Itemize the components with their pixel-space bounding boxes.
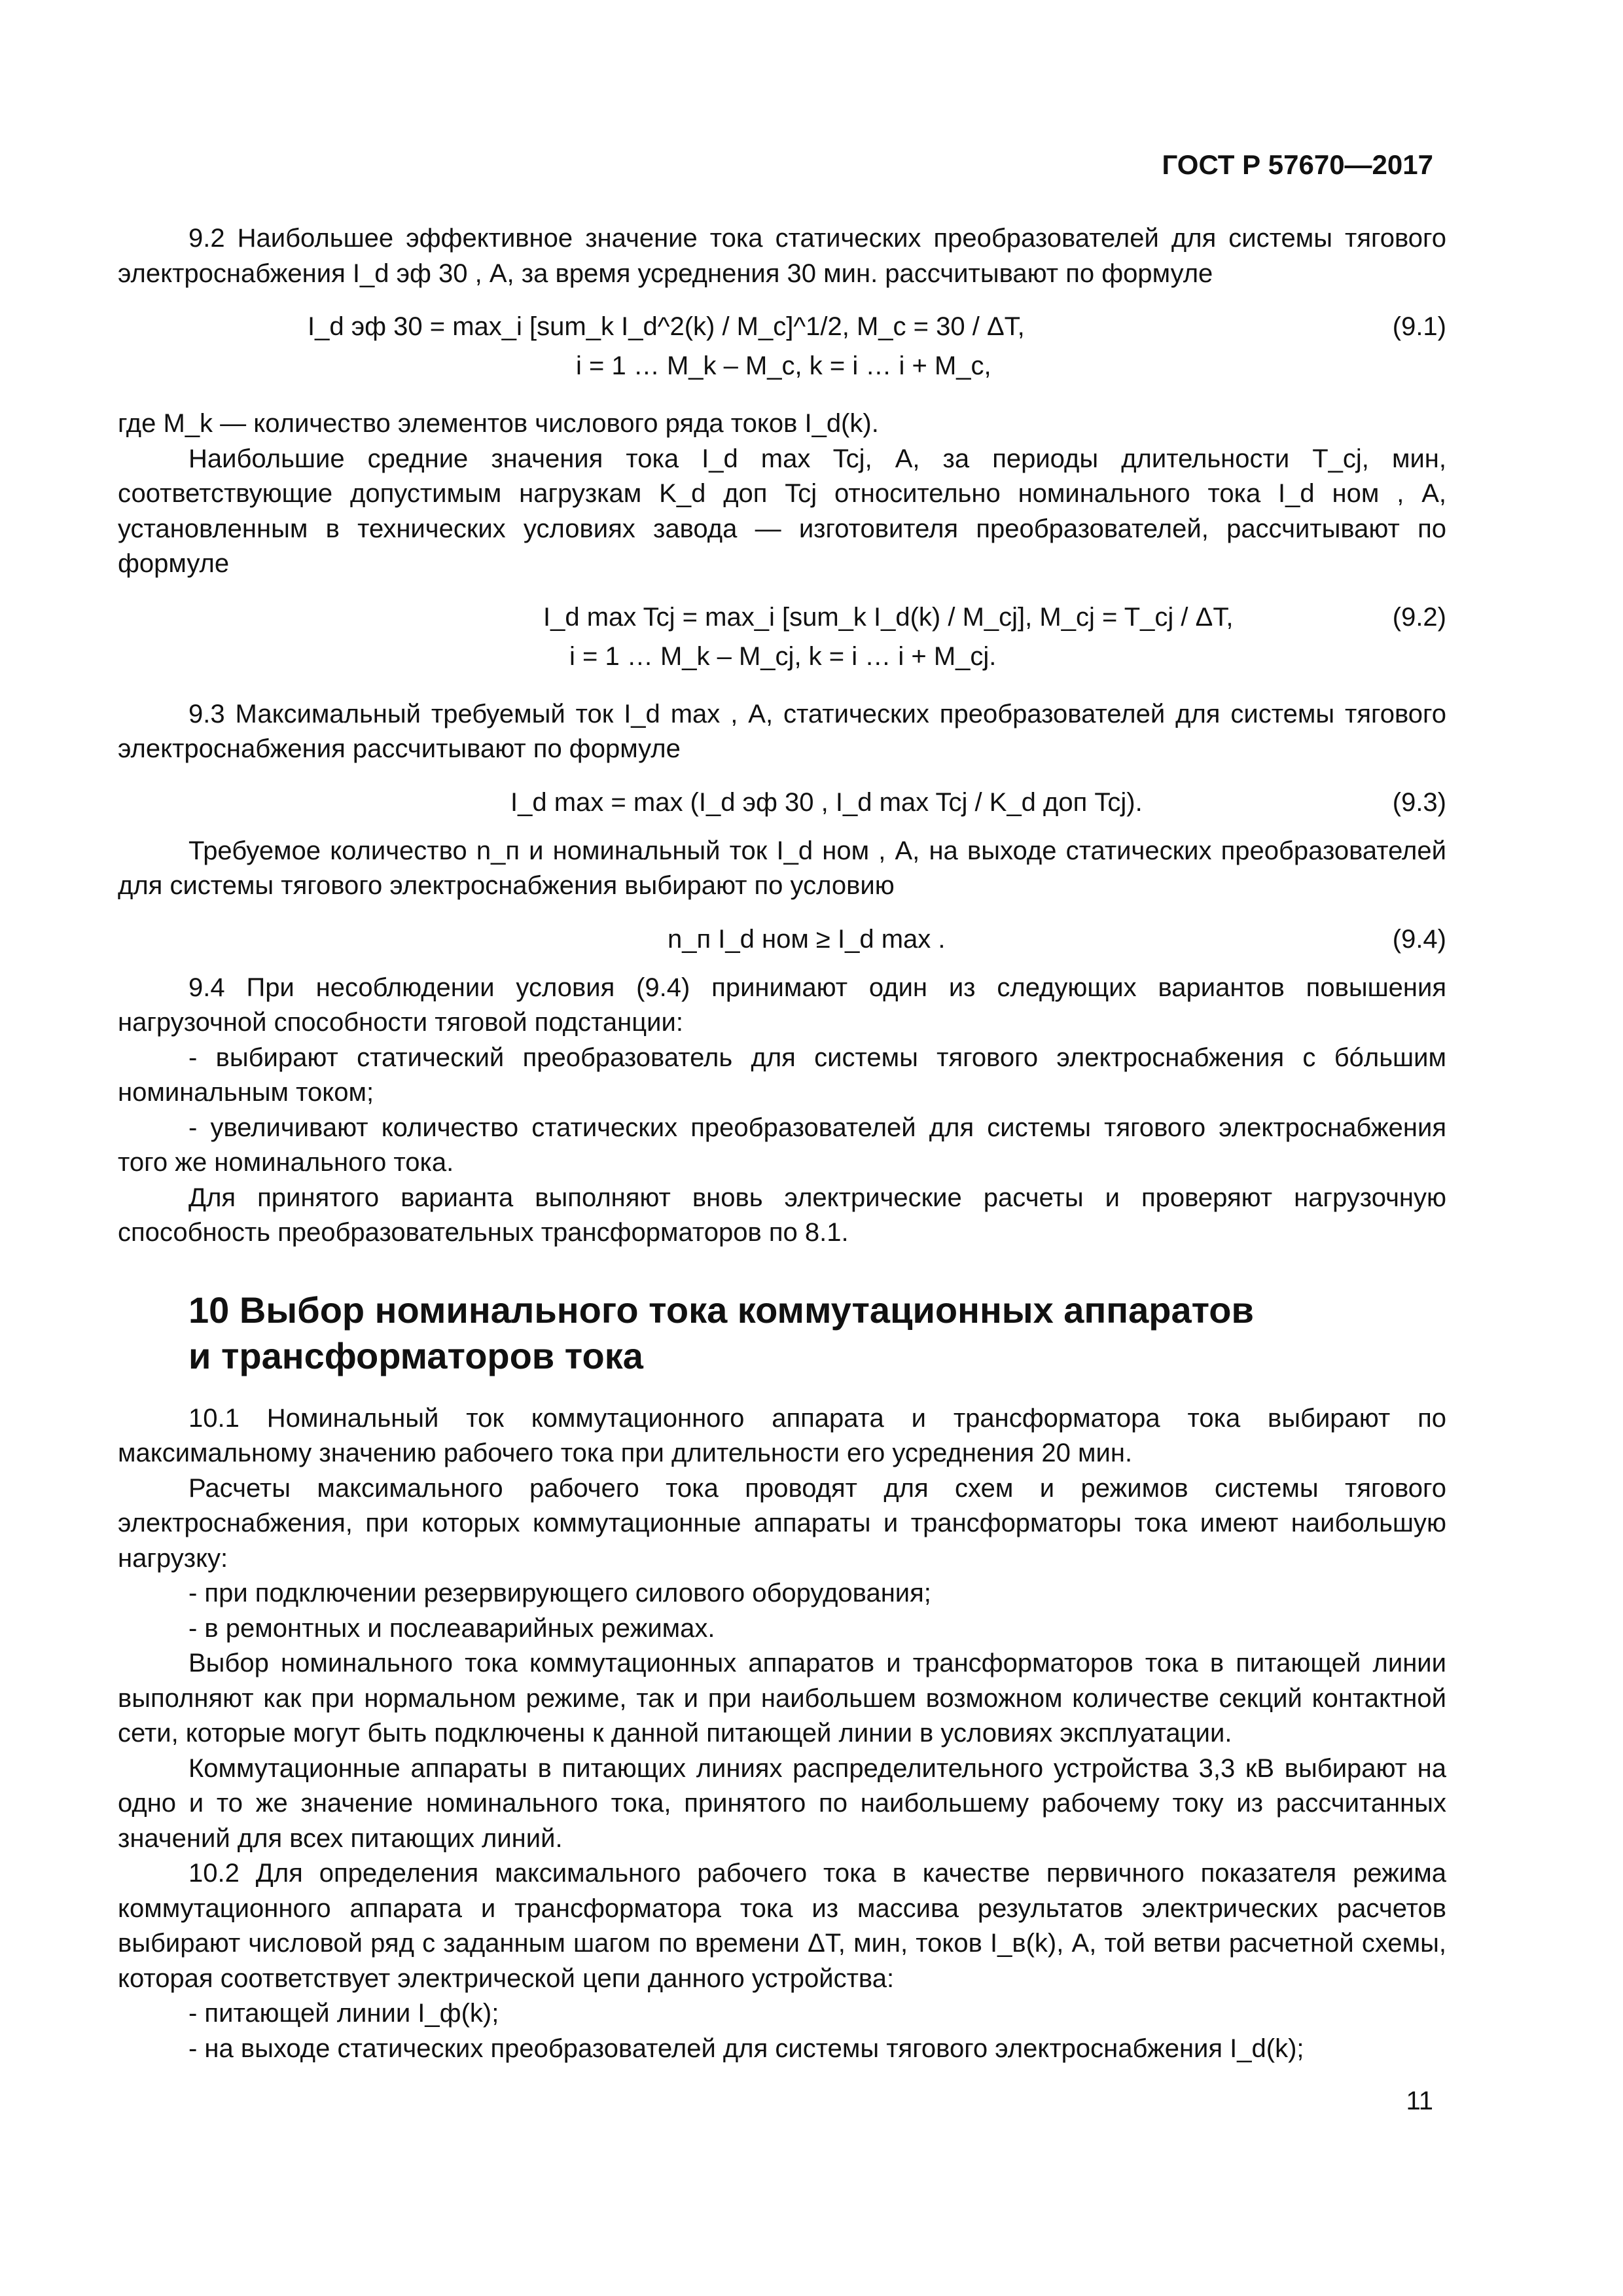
paragraph-choice: Выбор номинального тока коммутационных аппаратов и трансформаторов тока в питающей линии выполняют как при нормальном режиме, так и при наибольшем возможном количестве секций контактной сети, которые могут быть подключены к данной питающей линии в условиях эксплуатации. xyxy=(118,1649,1446,1748)
paragraph-9-3: 9.3 Максимальный требуемый ток I_d max , А, статических преобразователей для системы тягового электроснабжения рассчитывают по формуле xyxy=(118,699,1446,763)
formula-9-2 xyxy=(118,600,1446,639)
formula-9-3-number: (9.3) xyxy=(1392,787,1446,817)
formula-9-1-conditions xyxy=(118,349,1446,388)
page-number: 11 xyxy=(1406,2087,1433,2115)
formula-9-3 xyxy=(118,785,1446,825)
list-item-larger-converter: - выбирают статический преобразователь для системы тягового электроснабжения с бóльшим номинальным током; xyxy=(118,1043,1446,1107)
paragraph-variant: Для принятого варианта выполняют вновь электрические расчеты и проверяют нагрузочную способность преобразовательных трансформаторов по 8.1. xyxy=(118,1183,1446,1247)
paragraph-required-count: Требуемое количество n_п и номинальный ток I_d ном , А, на выходе статических преобразователей для системы тягового электроснабжения выбирают по условию xyxy=(118,836,1446,900)
list-item-converter-output: - на выходе статических преобразователей для системы тягового электроснабжения I_d(k); xyxy=(188,2034,1304,2063)
list-item-feeder-line: - питающей линии I_ф(k); xyxy=(188,1999,499,2028)
page-body xyxy=(118,221,1446,2066)
formula-9-2-line2: i = 1 … M_k – M_cj, k = i … i + M_cj. xyxy=(569,641,997,671)
formula-9-4-number: (9.4) xyxy=(1392,924,1446,954)
where-mk: где M_k — количество элементов числового ряда токов I_d(k). xyxy=(118,409,879,438)
paragraph-9-4: 9.4 При несоблюдении условия (9.4) принимают один из следующих вариантов повышения нагрузочной способности тяговой подстанции: xyxy=(118,973,1446,1037)
paragraph-average-current: Наибольшие средние значения тока I_d max Tcj, А, за периоды длительности T_cj, мин, соответствующие допустимым нагрузкам K_d доп Tcj относительно номинального тока I_d ном , А, установленным в технических условиях завода — изготовителя преобразователей, рассчитывают по формуле xyxy=(118,444,1446,578)
section-10-heading-line2: и трансформаторов тока xyxy=(188,1335,643,1376)
formula-9-1-line2: i = 1 … M_k – M_с, k = i … i + M_с, xyxy=(576,351,991,380)
formula-9-2-number: (9.2) xyxy=(1392,602,1446,632)
paragraph-switching-devices: Коммутационные аппараты в питающих линиях распределительного устройства 3,3 кВ выбирают на одно и то же значение номинального тока, принятого по наибольшему рабочему току из рассчитанных значений для всех питающих линий. xyxy=(118,1753,1446,1853)
formula-9-4 xyxy=(118,922,1446,961)
section-10-heading xyxy=(188,1287,1446,1379)
formula-9-1 xyxy=(118,310,1446,349)
document-code: ГОСТ Р 57670—2017 xyxy=(1162,149,1433,180)
formula-9-4-line: n_п I_d ном ≥ I_d max . xyxy=(668,924,946,954)
paragraph-9-2: 9.2 Наибольшее эффективное значение тока статических преобразователей для системы тягового электроснабжения I_d эф 30 , А, за время усреднения 30 мин. рассчитывают по формуле xyxy=(118,224,1446,288)
formula-9-1-line1: I_d эф 30 = max_i [sum_k I_d^2(k) / M_с]^1/2, M_с = 30 / ΔT, xyxy=(308,312,1025,341)
paragraph-calculations: Расчеты максимального рабочего тока проводят для схем и режимов системы тягового электроснабжения, при которых коммутационные аппараты и трансформаторы тока имеют наибольшую нагрузку: xyxy=(118,1473,1446,1573)
formula-9-1-number: (9.1) xyxy=(1392,312,1446,341)
list-item-more-converters: - увеличивают количество статических преобразователей для системы тягового электроснабжения того же номинального тока. xyxy=(118,1113,1446,1177)
formula-9-2-conditions xyxy=(118,639,1446,679)
formula-9-3-line: I_d max = max (I_d эф 30 , I_d max Tcj / K_d доп Tcj). xyxy=(510,787,1143,817)
list-item-repair-modes: - в ремонтных и послеаварийных режимах. xyxy=(188,1613,715,1643)
section-10-heading-line1: 10 Выбор номинального тока коммутационных аппаратов xyxy=(188,1289,1254,1331)
formula-9-2-line1: I_d max Tcj = max_i [sum_k I_d(k) / M_cj], M_cj = T_cj / ΔT, xyxy=(543,602,1234,632)
paragraph-10-1: 10.1 Номинальный ток коммутационного аппарата и трансформатора тока выбирают по максимальному значению рабочего тока при длительности его усреднения 20 мин. xyxy=(118,1403,1446,1467)
list-item-reserve-equipment: - при подключении резервирующего силового оборудования; xyxy=(188,1579,931,1607)
paragraph-10-2: 10.2 Для определения максимального рабочего тока в качестве первичного показателя режима коммутационного аппарата и трансформатора тока из массива результатов электрических расчетов выбирают числовой ряд с заданным шагом по времени ΔT, мин, токов I_в(k), А, той ветви расчетной схемы, которая соответствует электрической цепи данного устройства: xyxy=(118,1859,1446,1993)
